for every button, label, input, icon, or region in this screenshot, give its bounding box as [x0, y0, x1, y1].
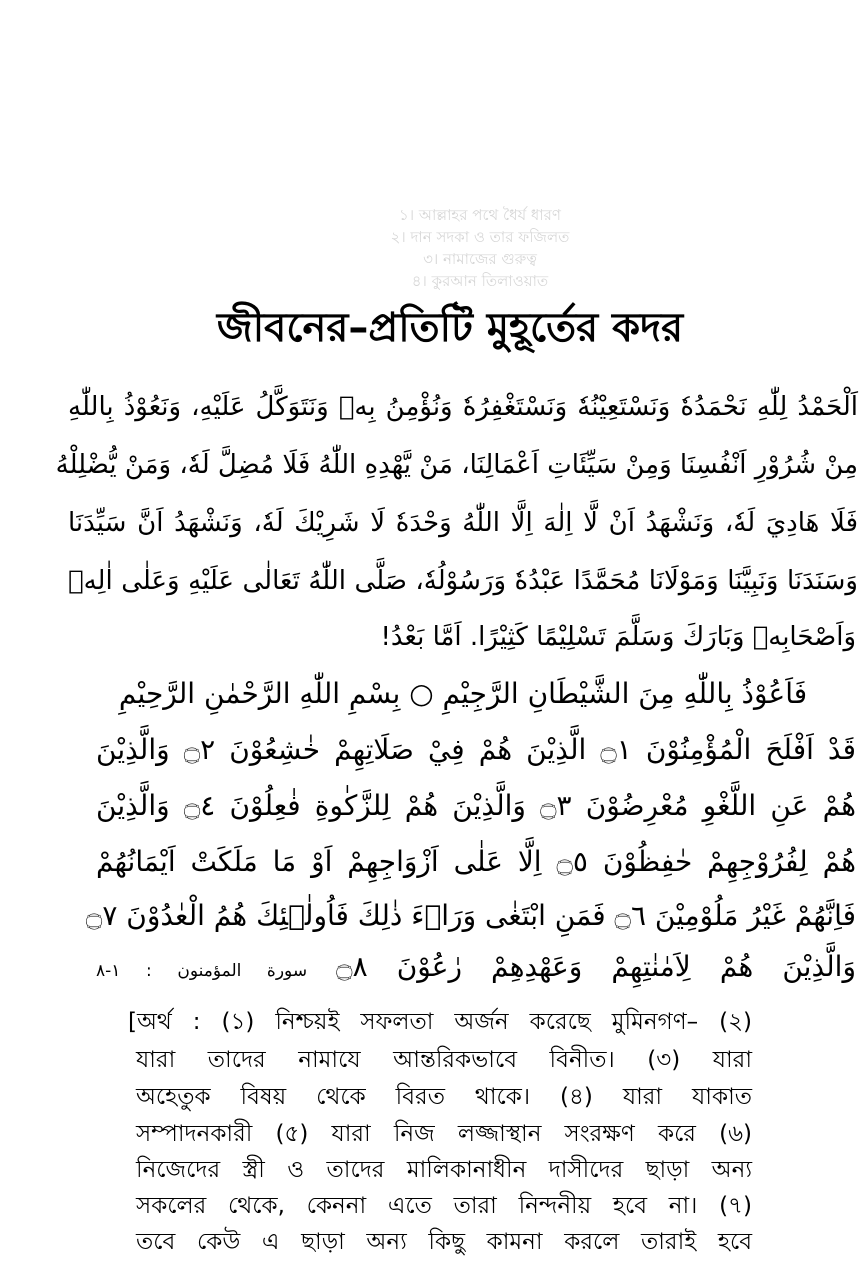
khutbah-line: مِنْ شُرُوْرِ اَنْفُسِنَا وَمِنْ سَيِّئَاتِ اَعْمَالِنَا، مَنْ يَّهْدِهِ اللّٰهُ فَلَا مُضِلَّ لَهٗ، وَمَنْ يُّضْلِلْهُ	[55, 450, 858, 480]
translation-line: যারা তাদের নামাযে আন্তরিকভাবে বিনীত। (৩) যারা	[136, 1047, 752, 1073]
taawwudh-basmalah: فَاَعُوْذُ بِاللّٰهِ مِنَ الشَّيْطَانِ الرَّجِيْمِ ○ بِسْمِ اللّٰهِ الرَّحْمٰنِ الرَّحِيْمِ	[118, 677, 808, 710]
show-through-line: ৩। নামাজের গুরুত্ব	[423, 250, 537, 268]
show-through-line: ১। আল্লাহর পথে ধৈর্য ধারণ	[399, 206, 561, 224]
khutbah-line: وَسَنَدَنَا وَنَبِيَّنَا وَمَوْلَانَا مُحَمَّدًا عَبْدُهٗ وَرَسُوْلُهٗ، صَلَّى اللّٰهُ تَعَالٰى عَلَيْهِ وَعَلٰى اٰلِهٖ	[68, 566, 858, 596]
verse-line: هُمْ عَنِ اللَّغْوِ مُعْرِضُوْنَ ۝٣ وَالَّذِيْنَ هُمْ لِلزَّكٰوةِ فٰعِلُوْنَ ۝٤ وَالَّذِيْنَ	[96, 789, 856, 822]
translation-line: নিজেদের স্ত্রী ও তাদের মালিকানাধীন দাসীদের ছাড়া অন্য	[136, 1157, 752, 1183]
translation-line: সম্পাদনকারী (৫) যারা নিজ লজ্জাস্থান সংরক্ষণ করে (৬)	[136, 1121, 752, 1147]
show-through-line: ২। দান সদকা ও তার ফজিলত	[390, 228, 570, 246]
verse-line-last	[96, 943, 856, 995]
translation-line: অহেতুক বিষয় থেকে বিরত থাকে। (৪) যারা যাকাত	[136, 1084, 752, 1110]
translation-line: তবে কেউ এ ছাড়া অন্য কিছু কামনা করলে তারাই হবে	[136, 1229, 752, 1255]
khutbah-line: اَلْحَمْدُ لِلّٰهِ نَحْمَدُهٗ وَنَسْتَعِيْنُهٗ وَنَسْتَغْفِرُهٗ وَنُؤْمِنُ بِهٖ وَنَتَوَكَّلُ عَلَيْهِ، وَنَعُوْذُ بِاللّٰهِ	[68, 392, 858, 422]
translation-line: সকলের থেকে, কেননা এতে তারা নিন্দনীয় হবে না। (৭)	[136, 1193, 752, 1219]
verse-line: هُمْ لِفُرُوْجِهِمْ حٰفِظُوْنَ ۝٥ اِلَّا عَلٰى اَزْوَاجِهِمْ اَوْ مَا مَلَكَتْ اَيْمَانُهُمْ	[96, 845, 856, 878]
surah-reference: سورة المؤمنون : ١-٨	[96, 961, 308, 981]
verse-line: فَاِنَّهُمْ غَيْرُ مَلُوْمِيْنَ ۝٦ فَمَنِ ابْتَغٰى وَرَاۤءَ ذٰلِكَ فَاُولٰۤئِكَ هُمُ الْعٰدُوْنَ ۝٧	[85, 899, 856, 932]
khutbah-line: فَلَا هَادِيَ لَهٗ، وَنَشْهَدُ اَنْ لَّا اِلٰهَ اِلَّا اللّٰهُ وَحْدَهٗ لَا شَرِيْكَ لَهٗ، وَنَشْهَدُ اَنَّ سَيِّدَنَا	[68, 508, 858, 538]
chapter-title: জীবনের–প্রতিটি মুহূর্তের কদর	[216, 305, 684, 351]
khutbah-line: وَاَصْحَابِهٖ وَبَارَكَ وَسَلَّمَ تَسْلِيْمًا كَثِيْرًا. اَمَّا بَعْدُ!	[380, 622, 856, 652]
translation-line: [অর্থ : (১) নিশ্চয়ই সফলতা অর্জন করেছে মুমিনগণ– (২)	[128, 1009, 752, 1035]
last-verse: وَالَّذِيْنَ هُمْ لِاَمٰنٰتِهِمْ وَعَهْدِهِمْ رٰعُوْنَ ۝٨	[336, 950, 856, 983]
show-through-line: ৪। কুরআন তিলাওয়াত	[411, 272, 549, 290]
verse-line: قَدْ اَفْلَحَ الْمُؤْمِنُوْنَ ۝١ الَّذِيْنَ هُمْ فِيْ صَلَاتِهِمْ خٰشِعُوْنَ ۝٢ وَالَّذِيْنَ	[96, 733, 857, 766]
